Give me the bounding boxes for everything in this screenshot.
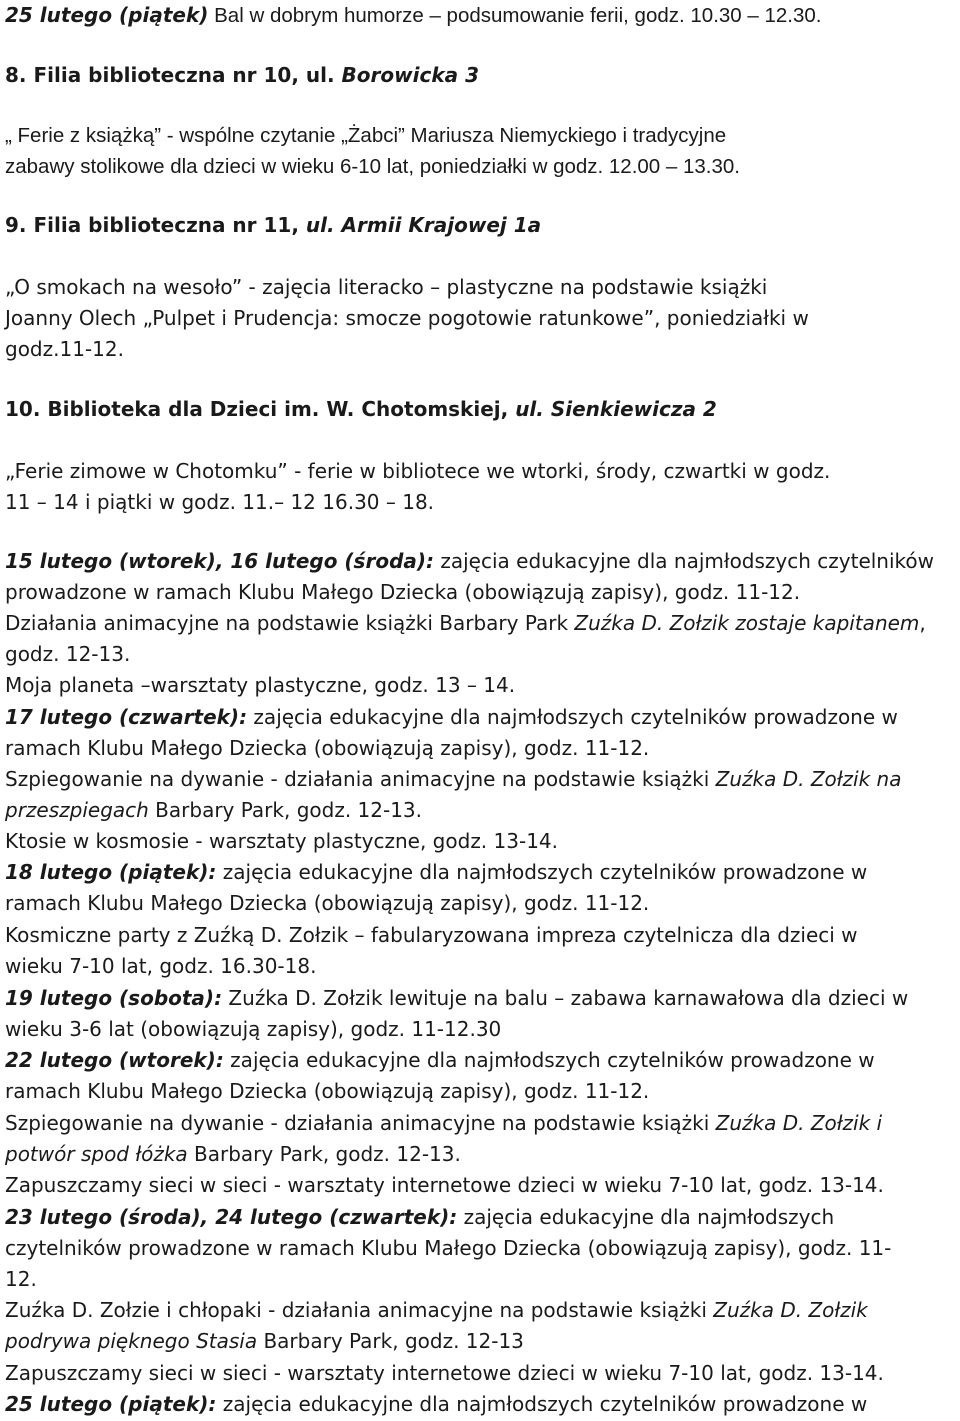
event-line [5, 1204, 834, 1230]
event-date: 25 lutego (piątek): [5, 1392, 217, 1416]
text-line: zabawy stolikowe dla dzieci w wieku 6-10 lat, poniedziałki w godz. 12.00 – 13.30. [5, 155, 740, 178]
event-description: zajęcia edukacyjne dla najmłodszych czytelników prowadzone w [216, 1392, 868, 1416]
event-date: 19 lutego (sobota): [5, 986, 223, 1010]
event-description: Bal w dobrym humorze – podsumowanie ferii, godz. 10.30 – 12.30. [208, 4, 822, 27]
text-run: Szpiegowanie na dywanie - działania animacyjne na podstawie książki [5, 767, 716, 791]
event-description: zajęcia edukacyjne dla najmłodszych [457, 1205, 835, 1229]
book-title: potwór spod łóżka [5, 1142, 188, 1166]
text-run: Działania animacyjne na podstawie książki Barbary Park [5, 611, 575, 635]
text-run: Barbary Park, godz. 12-13. [148, 798, 423, 822]
text-line: 11 – 14 i piątki w godz. 11.– 12 16.30 – 18. [5, 490, 435, 514]
event-date: 18 lutego (piątek): [5, 860, 217, 884]
branch-address: ul. Sienkiewicza 2 [508, 397, 717, 421]
text-line: wieku 7-10 lat, godz. 16.30-18. [5, 954, 317, 978]
text-line [5, 1297, 868, 1323]
text-run: Barbary Park, godz. 12-13 [257, 1329, 524, 1353]
event-line [5, 859, 867, 885]
branch-address: Borowicka 3 [334, 63, 479, 87]
branch-heading [5, 396, 717, 422]
text-line [5, 1141, 461, 1167]
text-line: „O smokach na wesoło” - zajęcia literacko – plastyczne na podstawie książki [5, 275, 768, 299]
text-line: ramach Klubu Małego Dziecka (obowiązują zapisy), godz. 11-12. [5, 891, 650, 915]
text-line: „Ferie zimowe w Chotomku” - ferie w bibliotece we wtorki, środy, czwartki w godz. [5, 459, 831, 483]
book-title: Zuźka D. Zołzik [713, 1298, 868, 1322]
event-description: zajęcia edukacyjne dla najmłodszych czytelników [434, 549, 935, 573]
text-line: Zapuszczamy sieci w sieci - warsztaty internetowe dzieci w wieku 7-10 lat, godz. 13-14. [5, 1173, 884, 1197]
book-title: Zuźka D. Zołzik i [715, 1111, 883, 1135]
text-line: godz. 12-13. [5, 642, 131, 666]
text-run: Zuźka D. Zołzie i chłopaki - działania animacyjne na podstawie książki [5, 1298, 714, 1322]
event-date: 23 lutego (środa), 24 lutego (czwartek): [5, 1205, 458, 1229]
text-line [5, 797, 422, 823]
text-line: wieku 3-6 lat (obowiązują zapisy), godz. 11-12.30 [5, 1017, 502, 1041]
text-line [5, 610, 926, 636]
text-line: 12. [5, 1267, 37, 1291]
event-description: zajęcia edukacyjne dla najmłodszych czytelników prowadzone w [216, 860, 868, 884]
event-line [5, 704, 898, 730]
branch-heading [5, 212, 541, 238]
text-line: „ Ferie z książką” - wspólne czytanie „Żabci” Mariusza Niemyckiego i tradycyjne [5, 124, 727, 147]
text-line: czytelników prowadzone w ramach Klubu Małego Dziecka (obowiązują zapisy), godz. 11- [5, 1236, 892, 1260]
book-title: Zuźka D. Zołzik na [715, 767, 902, 791]
branch-name: 8. Filia biblioteczna nr 10, ul. [5, 63, 335, 87]
event-date: 25 lutego (piątek) [5, 3, 209, 27]
text-line: godz.11-12. [5, 337, 124, 361]
event-date: 17 lutego (czwartek): [5, 705, 248, 729]
branch-heading [5, 62, 479, 88]
text-line: prowadzone w ramach Klubu Małego Dziecka (obowiązują zapisy), godz. 11-12. [5, 580, 801, 604]
event-line [5, 2, 822, 29]
text-line [5, 1328, 524, 1354]
text-line: ramach Klubu Małego Dziecka (obowiązują zapisy), godz. 11-12. [5, 736, 650, 760]
event-line [5, 548, 934, 574]
text-line: Joanny Olech „Pulpet i Prudencja: smocze pogotowie ratunkowe”, poniedziałki w [5, 306, 809, 330]
book-title: przeszpiegach [5, 798, 149, 822]
event-description: zajęcia edukacyjne dla najmłodszych czytelników prowadzone w [247, 705, 898, 729]
book-title: Zuźka D. Zołzik zostaje kapitanem [574, 611, 920, 635]
text-line: ramach Klubu Małego Dziecka (obowiązują zapisy), godz. 11-12. [5, 1079, 650, 1103]
text-run: Szpiegowanie na dywanie - działania animacyjne na podstawie książki [5, 1111, 716, 1135]
event-line [5, 985, 908, 1011]
text-line: Ktosie w kosmosie - warsztaty plastyczne, godz. 13-14. [5, 829, 558, 853]
book-title: podrywa pięknego Stasia [5, 1329, 258, 1353]
text-line: Moja planeta –warsztaty plastyczne, godz. 13 – 14. [5, 673, 516, 697]
event-description: zajęcia edukacyjne dla najmłodszych czytelników prowadzone w [223, 1048, 875, 1072]
branch-name: 10. Biblioteka dla Dzieci im. W. Chotomskiej, [5, 397, 509, 421]
event-line [5, 1047, 875, 1073]
event-line [5, 1391, 867, 1417]
event-date: 15 lutego (wtorek), 16 lutego (środa): [5, 549, 435, 573]
text-line [5, 1110, 882, 1136]
event-description: Zuźka D. Zołzik lewituje na balu – zabawa karnawałowa dla dzieci w [222, 986, 909, 1010]
text-run: Barbary Park, godz. 12-13. [187, 1142, 461, 1166]
branch-name: 9. Filia biblioteczna nr 11, [5, 213, 299, 237]
text-line [5, 766, 901, 792]
text-run: , [919, 611, 926, 635]
text-line: Zapuszczamy sieci w sieci - warsztaty internetowe dzieci w wieku 7-10 lat, godz. 13-14. [5, 1361, 884, 1385]
text-line: Kosmiczne party z Zuźką D. Zołzik – fabularyzowana impreza czytelnicza dla dzieci w [5, 923, 858, 947]
event-date: 22 lutego (wtorek): [5, 1048, 224, 1072]
branch-address: ul. Armii Krajowej 1a [298, 213, 542, 237]
